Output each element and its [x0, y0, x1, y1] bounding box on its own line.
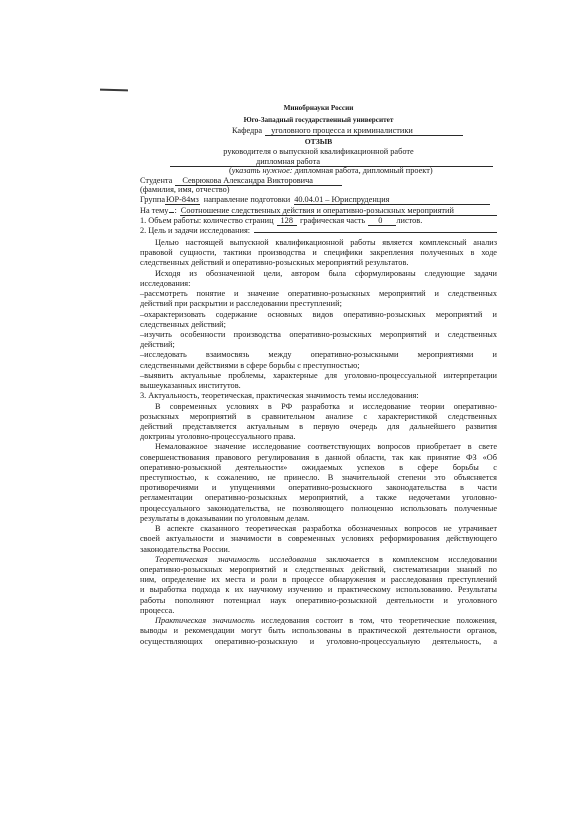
graphic-sheets-field: 0 — [368, 216, 396, 226]
text-line: процесса. — [140, 605, 175, 615]
ministry-heading: Минобрнауки России — [283, 104, 354, 112]
group-row — [140, 195, 490, 205]
group-label: Группа — [140, 195, 166, 204]
text-line: следственными действиями в сфере борьбы с преступностью; — [140, 360, 360, 370]
group-field: ЮР-84мз — [166, 195, 199, 204]
direction-field: 40.04.01 – Юриспруденция — [294, 195, 490, 205]
topic-field: Соотношение следственных действия и оперативно-розыскных мероприятий — [180, 206, 497, 216]
text-line — [140, 616, 497, 626]
line-rest: исследования состоит в том, что теоретические положения, — [254, 616, 498, 626]
section3-heading: 3. Актуальность, теоретическая, практическая значимость темы исследования: — [140, 391, 419, 401]
text-line: результаты в доказывании по уголовным делам. — [140, 513, 310, 523]
university-heading: Юго-Западный государственный университет — [243, 116, 394, 124]
text-line: Исходя из обозначенной цели, автором была сформулированы следующие задачи — [155, 268, 497, 278]
topic-row — [140, 206, 497, 216]
text-line: законодательства России. — [140, 544, 230, 554]
text-line: и выработка подхода к их научному изучению и практическому использованию. Результаты — [140, 585, 497, 595]
volume-row — [140, 216, 422, 226]
text-line — [140, 555, 497, 565]
section2-row — [140, 226, 497, 236]
hint-rest: дипломная работа, дипломный проект) — [292, 166, 433, 175]
list-item — [140, 289, 497, 309]
hint-open: ( — [229, 166, 232, 175]
text-line: –изучить особенности производства оперативно-розыскных мероприятий и следственных — [140, 329, 497, 339]
text-line: правовой сущности, тактики производства и специфики закрепления полученных в ходе — [140, 248, 497, 258]
direction-label: направление подготовки — [203, 195, 291, 204]
list-item — [140, 330, 497, 350]
sheets-label: листов. — [396, 216, 423, 225]
document-subtitle: руководителя о выпускной квалификационной работе — [223, 147, 414, 156]
section2-heading: 2. Цель и задачи исследования: — [140, 226, 251, 235]
context-paragraph — [140, 524, 497, 555]
section2-underline — [254, 232, 497, 233]
text-line: оперативно-розыскной деятельности» ожидаемых успехов в сфере борьбы с — [140, 462, 497, 472]
hint-italic: указать нужное: — [231, 166, 293, 175]
tasks-list — [140, 289, 497, 391]
text-line: действий при раскрытии и расследовании преступлений; — [140, 299, 342, 309]
work-type-hint — [229, 166, 433, 176]
text-line: действий представляется актуальным в первую очередь для дальнейшего развития — [140, 421, 497, 431]
work-type-value: дипломная работа — [256, 157, 320, 166]
text-line: В современных условиях в РФ разработка и исследование теории оперативно- — [155, 401, 497, 411]
department-field: уголовного процесса и криминалистики — [265, 126, 463, 136]
text-line: совершенствования правового регулирования в данной области, так как принятие ФЗ «Об — [140, 452, 497, 462]
text-line: –исследовать взаимосвязь между оперативно-розыскными мероприятиями и — [140, 350, 497, 360]
text-line: –рассмотреть понятие и значение оперативно-розыскных мероприятий и следственных — [140, 289, 497, 299]
review-body — [140, 238, 497, 647]
text-line: Немаловажное значение исследование соответствующих вопросов приобретает в свете — [155, 442, 497, 452]
student-label: Студента — [140, 176, 173, 185]
practical-significance-paragraph — [140, 616, 497, 647]
text-line: процессуального законодательства, не позволяющего полноценно использовать полученные — [140, 503, 497, 513]
list-item — [140, 371, 497, 391]
text-line: преступностью, к сожалению, не принесло. В значительной степени это объясняется — [140, 473, 497, 483]
italic-lead: Практическая значимость — [155, 616, 255, 626]
text-line: следственных действий; — [140, 319, 226, 329]
line-rest: заключается в комплексном исследовании — [316, 554, 497, 564]
department-row — [232, 126, 463, 136]
text-line: розыскных мероприятий в сравнительном анализе с характеристикой следственных — [140, 411, 497, 421]
text-line: –охарактеризовать содержание основных видов оперативно-розыскных мероприятий и — [140, 309, 497, 319]
scan-mark — [100, 89, 128, 91]
topic-separator: : — [174, 206, 177, 215]
text-line: исследования: — [140, 278, 191, 288]
text-line: регламентации оперативно-розыскных мероприятий, а также недочетами уголовно- — [140, 493, 497, 503]
student-name-field: Севрюкова Александра Викторовича — [175, 176, 342, 186]
text-line: –выявить актуальные проблемы, характерные для уголовно-процессуальной интерпретации — [140, 370, 497, 380]
text-line: противоречиями и упущениями оперативно-розыскного законодательства в части — [140, 483, 497, 493]
purpose-paragraph — [140, 238, 497, 269]
text-line: оперативно-розыскных мероприятий и следственных действий, систематизации знаний по — [140, 565, 497, 574]
text-line: Целью настоящей выпускной квалификационной работы является комплексный анализ — [155, 238, 497, 247]
text-line: вышеуказанных институтов. — [140, 381, 241, 391]
text-line: В аспекте сказанного теоретическая разработка обозначенных вопросов не утрачивает — [155, 524, 497, 534]
graphic-label: графическая часть — [299, 216, 366, 225]
tasks-intro-paragraph — [140, 269, 497, 289]
text-line: следственных действий и оперативно-розыскных мероприятий результатов. — [140, 258, 409, 268]
italic-lead: Теоретическая значимость исследования — [155, 554, 317, 564]
theoretical-significance-paragraph — [140, 555, 497, 616]
relevance-paragraph — [140, 402, 497, 443]
importance-paragraph — [140, 442, 497, 524]
department-label: Кафедра — [232, 126, 263, 135]
topic-label: На тему — [140, 206, 169, 215]
student-name-hint: (фамилия, имя, отчество) — [140, 185, 230, 194]
text-line: осуществляющих оперативно-розыскную и уголовно-процессуальную деятельность, а — [140, 636, 497, 646]
list-item — [140, 350, 497, 370]
text-line: работы пополняют потенциал наук оперативно-розыскной деятельности и уголовного — [140, 595, 497, 605]
text-line: ним, определение их места и роли в процессе обнаружения и расследования преступлений — [140, 575, 497, 585]
pages-field: 128 — [277, 216, 297, 226]
document-title: ОТЗЫВ — [304, 137, 333, 146]
text-line: выводы и рекомендации могут быть использованы в практической деятельности органов, — [140, 626, 497, 636]
list-item — [140, 310, 497, 330]
text-line: своей актуальности и значимости в современных условиях реформирования действующего — [140, 534, 497, 544]
text-line: доктрины уголовно-процессуального права. — [140, 432, 296, 442]
text-line: действий; — [140, 340, 175, 350]
volume-label: 1. Объем работы: количество страниц — [140, 216, 274, 225]
